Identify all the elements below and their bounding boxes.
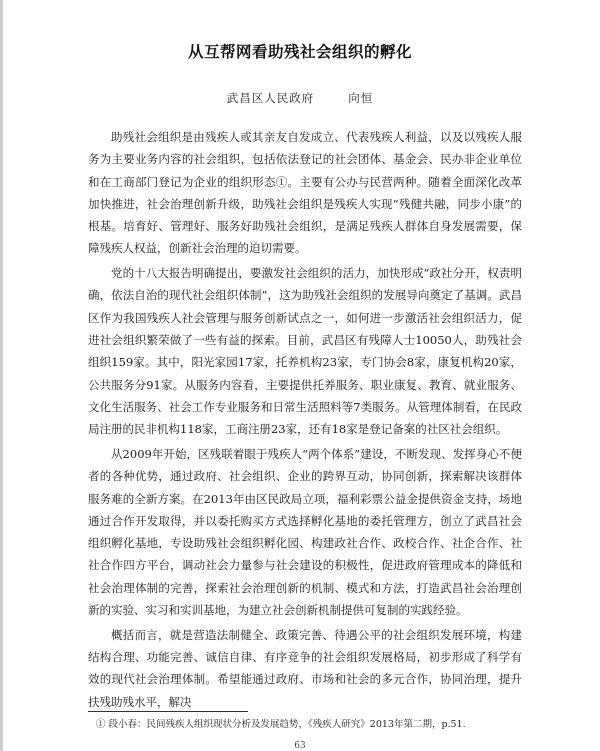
paragraph: 党的十八大报告明确提出，要激发社会组织的活力，加快形成“政社分开，权责明确，依法自治的现代社会组织体制”，这为助残社会组织的发展导向奠定了基调。武昌区作为我国残疾人社会管理与服务创新试点之一，如何进一步激活社会组织活力，促进社会组织繁荣做了一些有益的探索。目前，武昌区有残障人士10050人，助残社会组织159家。其中，阳光家园17家，托养机构23家，专门协会8家，康复机构20家，公共服务分91家。从服务内容看，主要提供托养服务、职业康复、教育、就业服务、文化生活服务、社会工作专业服务和日常生活照料等7类服务。从管理体制看，在民政局注册的民非机构118家，工商注册23家，还有18家是登记备案的社区社会组织。	[88, 266, 522, 437]
article-body	[88, 126, 522, 715]
footnote: ① 段小春：民间残疾人组织现状分析及发展趋势，《残疾人研究》2013年第二期，p.51.	[96, 719, 466, 730]
author-name: 向恒	[348, 91, 374, 105]
page-number: 63	[294, 741, 306, 751]
author-line	[0, 90, 600, 106]
paragraph: 助残社会组织是由残疾人或其亲友自发成立、代表残疾人利益，以及以残疾人服务为主要业务内容的社会组织，包括依法登记的社会团体、基金会、民办非企业单位和在工商部门登记为企业的组织形态①。主要有公办与民营两种。随着全面深化改革加快推进，社会治理创新升级，助残社会组织是残疾人实现“残健共融，同步小康”的根基。培育好、管理好、服务好助残社会组织，是满足残疾人群体自身发展需要，保障残疾人权益，创新社会治理的迫切需要。	[88, 130, 522, 256]
paragraph: 概括而言，就是营造法制健全、政策完善、待遇公平的社会组织发展环境，构建结构合理、功能完善、诚信自律、有序竞争的社会组织发展格局，初步形成了科学有效的现代社会治理体制。希望能通过政府、市场和社会的多元合作，协同治理，提升扶残助残水平，解决	[88, 627, 522, 709]
article-title: 从互帮网看助残社会组织的孵化	[187, 43, 412, 61]
paragraph: 从2009年开始，区残联着眼于残疾人“两个体系”建设，不断发现、发挥身心不便者的各种优势，通过政府、社会组织、企业的跨界互动，协同创新，探索解决该群体服务难的全新方案。在2013年由区民政局立项，福利彩票公益金提供资金支持，场地通过合作开发取得，并以委托购买方式选择孵化基地的委托管理方，创立了武昌社会组织孵化基地，专设助残社会组织孵化园、构建政社合作、政校合作、社企合作、社社合作四方平台，调动社会力量参与社会建设的积极性，促进政府管理成本的降低和社会治理体制的完善，探索社会治理创新的机制、模式和方法，打造武昌社会治理创新的实验、实习和实训基地，为建立社会创新机制提供可复制的实践经验。	[88, 446, 522, 618]
footnote-divider	[88, 711, 248, 712]
scan-edge	[0, 0, 3, 751]
author-org: 武昌区人民政府	[226, 91, 315, 105]
